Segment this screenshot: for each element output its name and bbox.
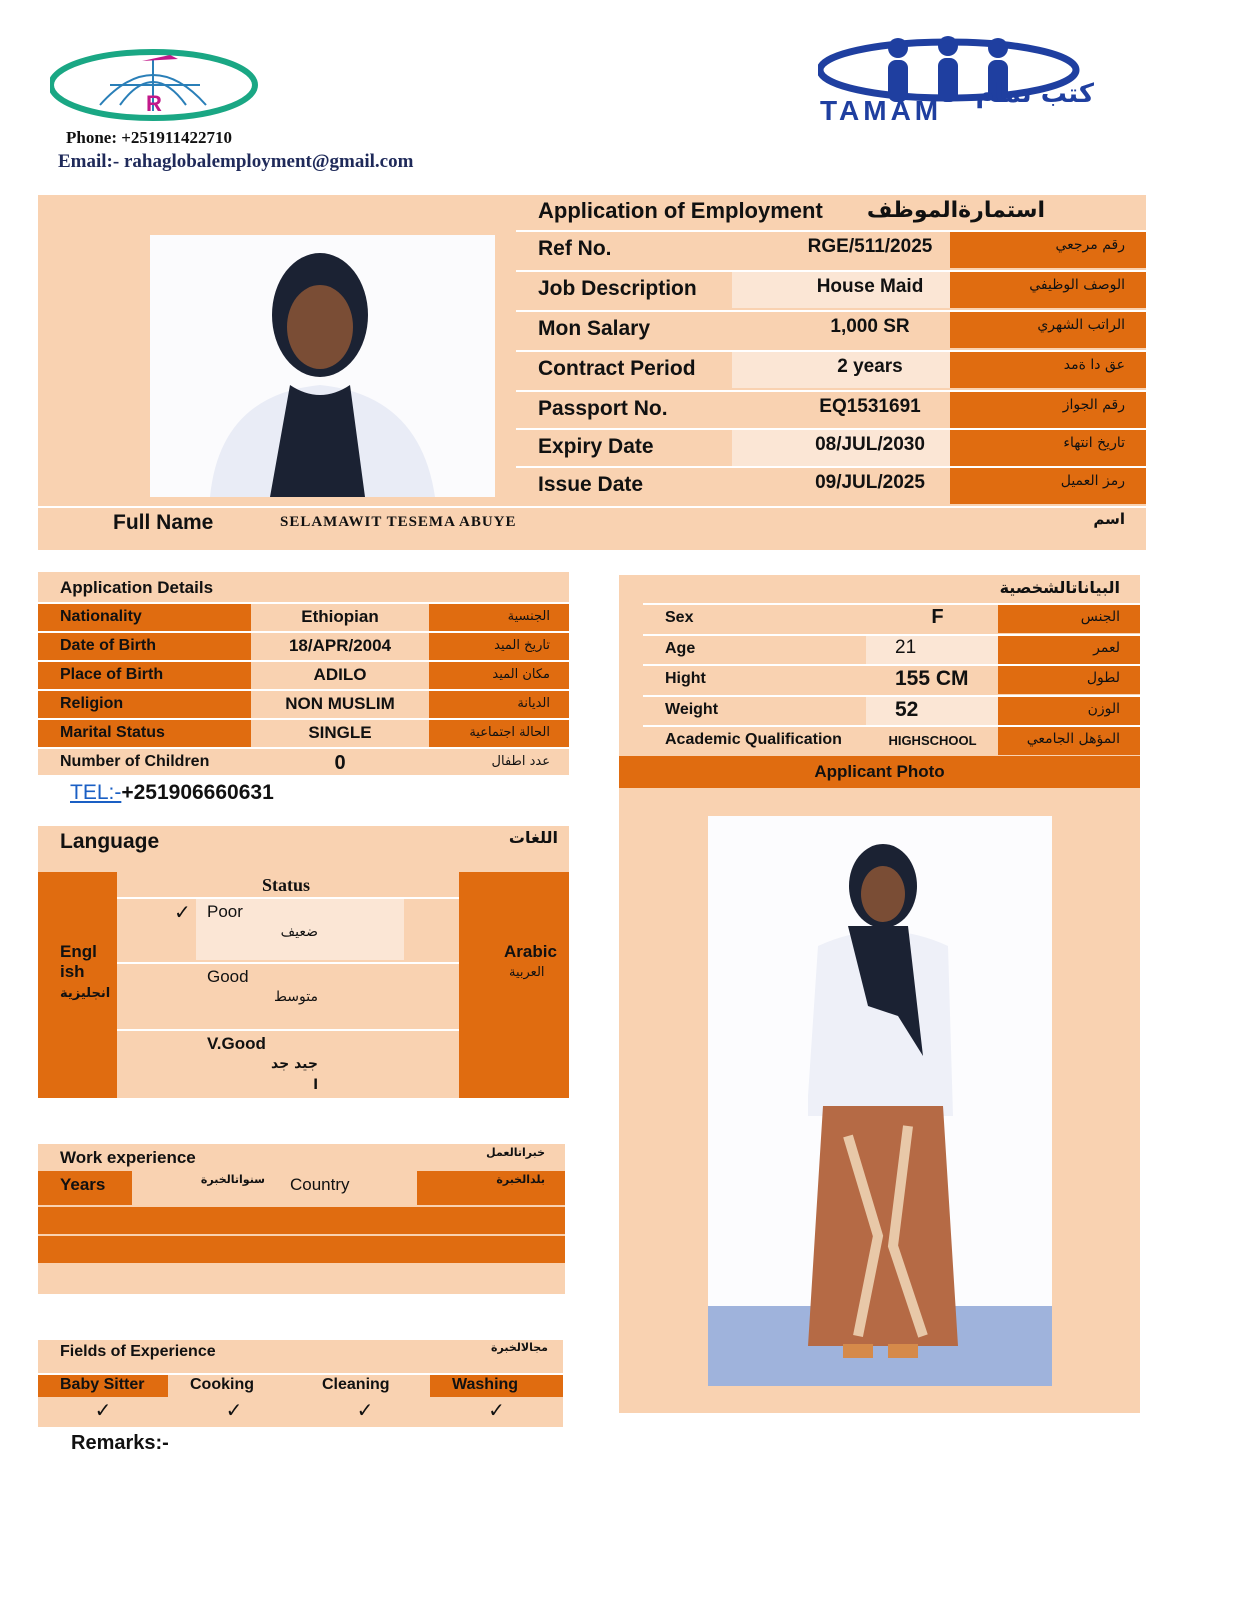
- top-row-arabic: تاريخ انتهاء: [1063, 435, 1125, 451]
- top-row-label: Contract Period: [538, 357, 696, 380]
- top-row-arabic: الوصف الوظيفي: [1029, 277, 1125, 293]
- work-blank-row: [38, 1236, 565, 1263]
- top-row-arabic: الراتب الشهري: [1037, 317, 1125, 333]
- personal-row-value: 21: [895, 637, 917, 658]
- personal-row-value: 52: [895, 698, 919, 721]
- language-level-arabic: متوسط: [274, 989, 318, 1005]
- header-email: Email:- rahaglobalemployment@gmail.com: [58, 151, 414, 172]
- top-row-label: Passport No.: [538, 397, 668, 420]
- language-level-label: V.Good: [207, 1034, 266, 1053]
- field-check-icon: ✓: [94, 1398, 112, 1422]
- arabic-column: [459, 872, 569, 1098]
- top-row-label: Issue Date: [538, 473, 644, 496]
- globe-plane-logo-icon: [50, 45, 260, 130]
- app-row-label: Date of Birth: [60, 637, 156, 654]
- full-name-label: Full Name: [113, 511, 214, 534]
- country-label: Country: [290, 1175, 350, 1194]
- language-divider: [117, 962, 459, 964]
- language-level-arabic: ضعيف: [280, 924, 318, 940]
- app-row-value: 18/APR/2004: [288, 636, 392, 655]
- app-row-arabic: الجنسية: [507, 609, 550, 624]
- tel-number: +251906660631: [121, 781, 274, 804]
- field-check-icon: ✓: [356, 1398, 374, 1422]
- app-row-value: 0: [334, 752, 346, 774]
- app-row-label: Number of Children: [60, 753, 210, 770]
- top-row-value: House Maid: [816, 276, 924, 297]
- top-row-value: RGE/511/2025: [807, 236, 933, 257]
- raha-logo: [50, 45, 260, 130]
- header-phone: Phone: +251911422710: [66, 128, 232, 147]
- top-row-label: Ref No.: [538, 237, 612, 260]
- top-row-arabic: رقم الجواز: [1062, 397, 1125, 413]
- field-check-icon: ✓: [225, 1398, 243, 1422]
- personal-row-label: Weight: [665, 701, 719, 718]
- status-header: Status: [262, 875, 311, 895]
- language-title: Language: [60, 830, 160, 853]
- language-title-ar: اللغات: [508, 828, 558, 847]
- tel-line: [70, 781, 274, 805]
- personal-title: البياناتالشخصية: [999, 578, 1120, 597]
- top-row-value: 1,000 SR: [830, 316, 910, 337]
- personal-row-value: HIGHSCHOOL: [888, 733, 977, 748]
- personal-row-value: 155 CM: [895, 667, 969, 690]
- applicant-full-photo: [708, 816, 1052, 1386]
- app-row-value: NON MUSLIM: [285, 694, 395, 713]
- personal-row-label: Sex: [665, 609, 694, 626]
- personal-row-label: Academic Qualification: [665, 731, 842, 748]
- top-row-label: Mon Salary: [538, 317, 651, 340]
- top-row-label: Job Description: [538, 277, 697, 300]
- years-label: Years: [60, 1175, 106, 1194]
- english-label-ar: انجليزية: [60, 986, 111, 1001]
- app-row-arabic: تاريخ الميد: [494, 638, 550, 653]
- tamam-text: TAMAM: [820, 95, 943, 125]
- personal-row-arabic: الجنس: [1080, 609, 1120, 625]
- personal-row-arabic: المؤهل الجامعي: [1026, 731, 1120, 747]
- english-column: [38, 872, 117, 1098]
- tamam-people-logo-icon: [818, 30, 1098, 125]
- person-full-body-icon: [708, 816, 1052, 1386]
- top-row-value: 2 years: [837, 356, 903, 377]
- personal-value-cell: [866, 636, 998, 664]
- language-level-arabic: جيد جدا: [271, 1056, 318, 1093]
- tamam-arabic-text: كتب تمام: [975, 79, 1094, 109]
- top-row-arabic: رقم مرجعي: [1055, 237, 1125, 253]
- top-title: Application of Employment: [538, 198, 823, 223]
- work-title-ar: خبراتالعمل: [486, 1146, 545, 1159]
- logo-letter: R: [146, 91, 162, 116]
- application-details-title: Application Details: [60, 578, 214, 597]
- fields-title-ar: مجالالخبرة: [491, 1341, 548, 1354]
- app-row-label: Marital Status: [60, 724, 165, 741]
- field-label: Baby Sitter: [60, 1376, 145, 1393]
- applicant-photo-header: [619, 756, 1140, 788]
- personal-row-arabic: الوزن: [1087, 701, 1120, 717]
- fields-title: Fields of Experience: [60, 1343, 216, 1360]
- app-row-arabic: مكان الميد: [492, 667, 550, 682]
- personal-row-label: Age: [665, 640, 696, 657]
- app-row-value: SINGLE: [308, 723, 372, 742]
- top-row-label: Expiry Date: [538, 435, 654, 458]
- tel-label[interactable]: TEL:-: [70, 781, 122, 804]
- language-divider: [117, 897, 459, 899]
- english-label: English: [60, 942, 97, 981]
- app-row-label: Religion: [60, 695, 124, 712]
- personal-row-label: Hight: [665, 670, 706, 687]
- app-row-arabic: عدد اطفال: [491, 754, 550, 769]
- top-row-value: 09/JUL/2025: [815, 472, 925, 493]
- top-portrait-photo: [150, 235, 495, 497]
- top-row-arabic: عق دا ةمد: [1063, 357, 1125, 373]
- work-title: Work experience: [60, 1148, 196, 1167]
- field-label: Washing: [452, 1376, 519, 1393]
- full-name-value: SELAMAWIT TESEMA ABUYE: [280, 514, 517, 530]
- language-check-icon: ✓: [174, 900, 191, 924]
- top-row-value: EQ1531691: [819, 396, 921, 417]
- top-title-ar: استمارةالموظف: [866, 198, 1045, 223]
- language-level-label: Poor: [207, 902, 243, 921]
- language-level-label: Good: [207, 967, 249, 986]
- arabic-label-ar: العربية: [509, 965, 545, 980]
- app-row-arabic: الديانة: [517, 696, 550, 711]
- personal-row-value: F: [931, 606, 944, 628]
- person-portrait-icon: [150, 235, 495, 497]
- years-label-ar: سنواتالخبرة: [200, 1173, 265, 1186]
- field-check-icon: ✓: [488, 1398, 505, 1422]
- arabic-label: Arabic: [504, 942, 557, 961]
- top-row-arabic: رمز العميل: [1060, 473, 1125, 489]
- app-row-value: Ethiopian: [301, 607, 379, 626]
- app-row-label: Place of Birth: [60, 666, 164, 683]
- personal-row-arabic: لعمر: [1093, 640, 1120, 656]
- remarks-label: Remarks:-: [71, 1432, 169, 1454]
- field-label: Cleaning: [322, 1376, 390, 1393]
- field-label: Cooking: [190, 1376, 254, 1393]
- language-divider: [117, 1029, 459, 1031]
- top-row-value: 08/JUL/2030: [815, 434, 925, 455]
- full-name-ar: اسم: [1093, 510, 1125, 528]
- personal-value-cell: [866, 697, 998, 725]
- app-row-label: Nationality: [60, 608, 142, 625]
- personal-row-arabic: لطول: [1086, 670, 1120, 686]
- applicant-photo-label: Applicant Photo: [814, 762, 945, 781]
- work-blank-row: [38, 1207, 565, 1234]
- app-row-value: ADILO: [313, 665, 367, 684]
- country-label-ar: بلدالخبرة: [496, 1173, 545, 1186]
- app-row-arabic: الحالة اجتماعية: [469, 725, 550, 740]
- tamam-logo: [818, 30, 1098, 125]
